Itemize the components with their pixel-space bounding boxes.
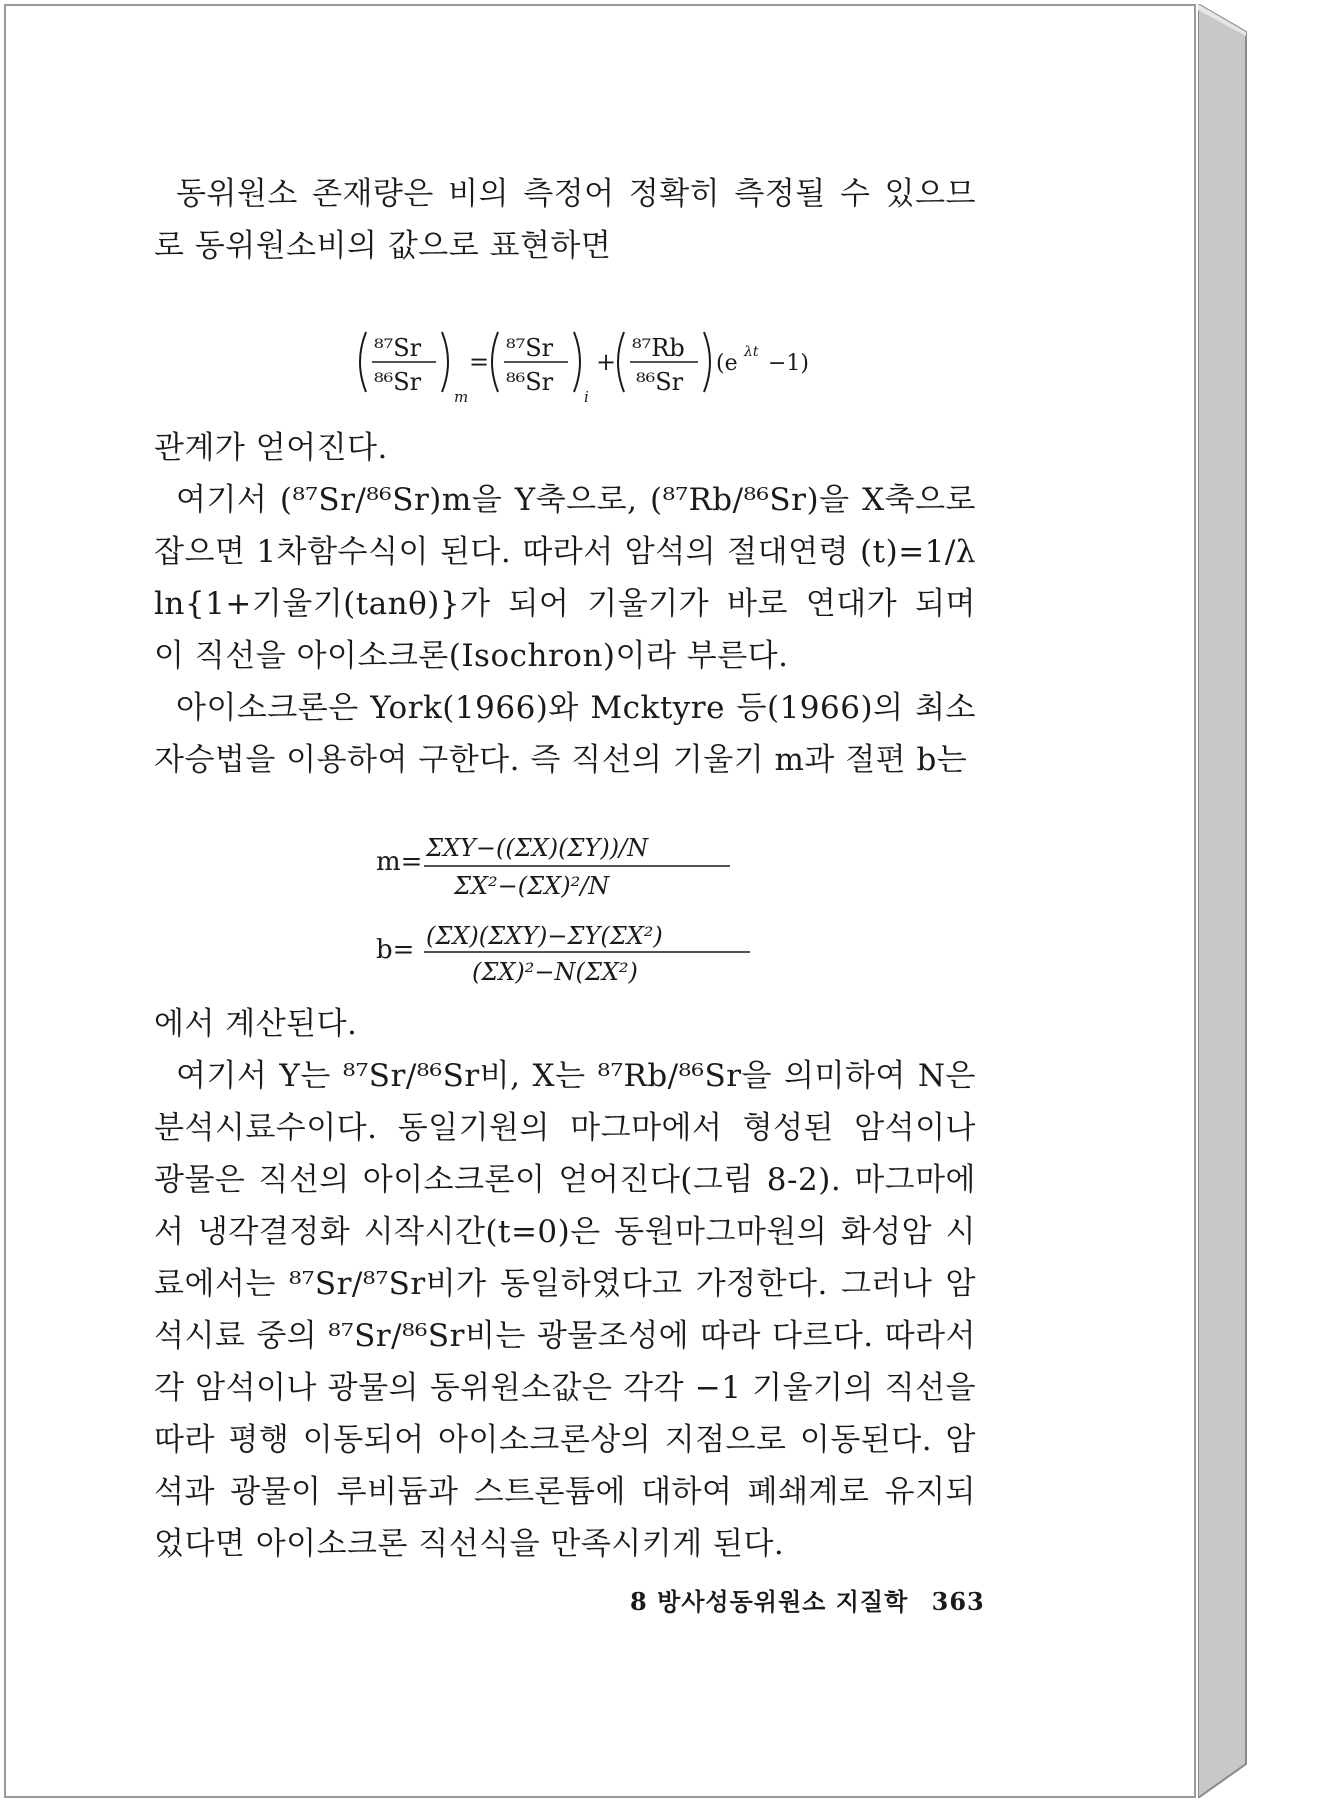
paragraph-computed: 에서 계산된다. [154, 1006, 358, 1042]
term1-denominator: ⁸⁶Sr [374, 368, 422, 396]
term2-denominator: ⁸⁶Sr [506, 368, 554, 396]
chapter-title: 방사성동위원소 지질학 [657, 1587, 909, 1616]
chapter-number: 8 [630, 1587, 648, 1616]
paragraph-isochron: 여기서 (⁸⁷Sr/⁸⁶Sr)m을 Y축으로, (⁸⁷Rb/⁸⁶Sr)을 X축으로 잡으면 1차함수식이 된다. 따라서 암석의 절대연령 (t)=1/λ ln{1+기울기(tanθ)}가 되어 기울기가 바로 연대가 되며 이 직선을 아이소크론(Isochron)이라 부른다. [154, 482, 976, 674]
equals-sign: = [469, 348, 490, 376]
paragraph-least-squares: 아이소크론은 York(1966)와 Mcktyre 등(1966)의 최소 자승법을 이용하여 구한다. 즉 직선의 기울기 m과 절편 b는 [154, 690, 976, 778]
term3-numerator: ⁸⁷Rb [632, 334, 685, 362]
term2-subscript: i [584, 388, 589, 406]
intercept-numerator: (ΣX)(ΣXY)−ΣY(ΣX²) [426, 922, 663, 950]
slope-numerator: ΣXY−((ΣX)(ΣY))/N [426, 834, 649, 862]
term3-denominator: ⁸⁶Sr [636, 368, 684, 396]
term1-subscript: m [454, 388, 469, 406]
equation-slope-intercept [154, 786, 976, 998]
plus-sign: + [596, 348, 617, 376]
equation-sr-ratio [154, 272, 976, 422]
page-body [154, 168, 976, 1570]
running-footer [630, 1582, 985, 1617]
page-number: 363 [931, 1587, 985, 1616]
paragraph-relation: 관계가 얻어진다. [154, 430, 388, 466]
slope-label: m= [376, 847, 423, 877]
intercept-label: b= [376, 935, 415, 965]
exp-tail: −1) [768, 351, 810, 376]
exp-term: (e [716, 351, 738, 376]
term1-numerator: ⁸⁷Sr [374, 334, 422, 362]
page-stack-edge [1198, 4, 1250, 1798]
intercept-denominator: (ΣX)²−N(ΣX²) [472, 958, 638, 986]
exp-power: λt [744, 344, 759, 360]
paragraph-intro: 동위원소 존재량은 비의 측정어 정확히 측정될 수 있으므로 동위원소비의 값으로 표현하면 [154, 176, 976, 264]
term2-numerator: ⁸⁷Sr [506, 334, 554, 362]
slope-denominator: ΣX²−(ΣX)²/N [454, 872, 610, 900]
paragraph-explanation: 여기서 Y는 ⁸⁷Sr/⁸⁶Sr비, X는 ⁸⁷Rb/⁸⁶Sr을 의미하여 N은 분석시료수이다. 동일기원의 마그마에서 형성된 암석이나 광물은 직선의 아이소크론이 얻어진다(그림 8-2). 마그마에서 냉각결정화 시작시간(t=0)은 동원마그마원의 화성암 시료에서는 ⁸⁷Sr/⁸⁷Sr비가 동일하였다고 가정한다. 그러나 암석시료 중의 ⁸⁷Sr/⁸⁶Sr비는 광물조성에 따라 다르다. 따라서 각 암석이나 광물의 동위원소값은 각각 −1 기울기의 직선을 따라 평행 이동되어 아이소크론상의 지점으로 이동된다. 암석과 광물이 루비듐과 스트론튬에 대하여 폐쇄계로 유지되었다면 아이소크론 직선식을 만족시키게 된다. [154, 1058, 976, 1562]
